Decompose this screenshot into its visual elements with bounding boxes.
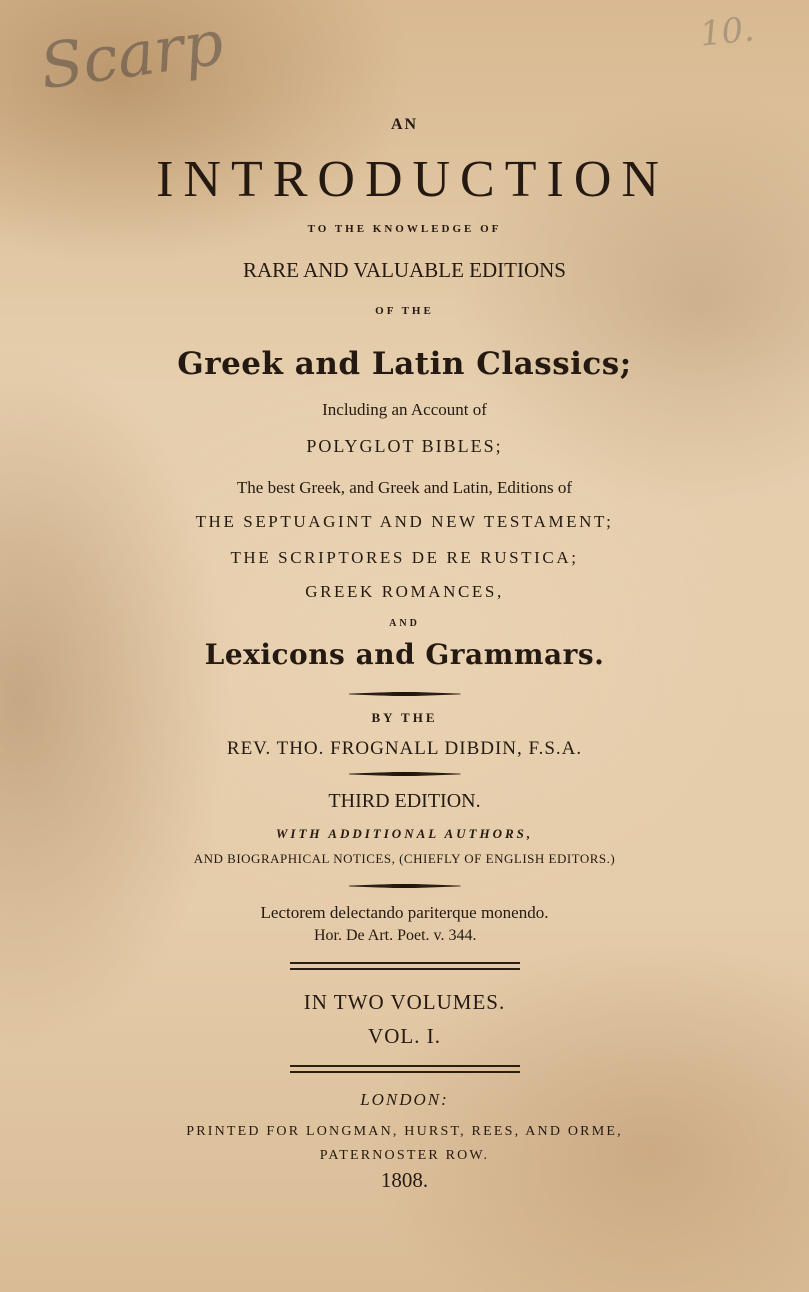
handwritten-signature: Scarp bbox=[35, 5, 228, 104]
line-biographical-notices: AND BIOGRAPHICAL NOTICES, (CHIEFLY OF ENGLISH EDITORS.) bbox=[193, 851, 616, 866]
line-printed-for: PRINTED FOR LONGMAN, HURST, REES, AND ORME, bbox=[186, 1124, 623, 1139]
line-and: AND bbox=[389, 618, 420, 629]
line-including-account: Including an Account of bbox=[322, 400, 487, 419]
line-lexicons-grammars: Lexicons and Grammars. bbox=[204, 638, 605, 671]
line-septuagint: THE SEPTUAGINT AND NEW TESTAMENT; bbox=[195, 512, 614, 531]
ornamental-rule bbox=[349, 884, 461, 888]
epigraph-source: Hor. De Art. Poet. v. 344. bbox=[314, 927, 477, 944]
line-edition: THIRD EDITION. bbox=[328, 790, 481, 812]
line-scriptores: THE SCRIPTORES DE RE RUSTICA; bbox=[230, 548, 579, 567]
double-rule bbox=[290, 1065, 520, 1073]
line-vol: VOL. I. bbox=[368, 1024, 441, 1048]
line-of-the: OF THE bbox=[375, 305, 434, 317]
line-by-the: BY THE bbox=[371, 710, 438, 725]
line-rare-editions: RARE AND VALUABLE EDITIONS bbox=[243, 258, 566, 282]
main-title: INTRODUCTION bbox=[156, 151, 669, 208]
line-to-the-knowledge: TO THE KNOWLEDGE OF bbox=[307, 223, 502, 235]
handwritten-number: 10. bbox=[698, 9, 757, 55]
line-best-greek-editions: The best Greek, and Greek and Latin, Editions of bbox=[236, 478, 573, 497]
line-volumes: IN TWO VOLUMES. bbox=[303, 990, 506, 1014]
line-polyglot-bibles: POLYGLOT BIBLES; bbox=[306, 436, 503, 456]
line-author: REV. THO. FROGNALL DIBDIN, F.S.A. bbox=[226, 738, 583, 759]
epigraph-quote: Lectorem delectando pariterque monendo. bbox=[260, 903, 549, 922]
double-rule bbox=[290, 962, 520, 970]
line-additional-authors: WITH ADDITIONAL AUTHORS, bbox=[275, 826, 534, 841]
line-greek-latin-classics: Greek and Latin Classics; bbox=[177, 346, 632, 382]
line-year: 1808. bbox=[380, 1168, 429, 1192]
ornamental-rule bbox=[349, 772, 461, 776]
ornamental-rule bbox=[349, 692, 461, 696]
line-greek-romances: GREEK ROMANCES, bbox=[305, 582, 504, 601]
line-an: AN bbox=[390, 116, 419, 133]
line-place: LONDON: bbox=[360, 1090, 449, 1109]
line-address: PATERNOSTER ROW. bbox=[319, 1148, 490, 1163]
